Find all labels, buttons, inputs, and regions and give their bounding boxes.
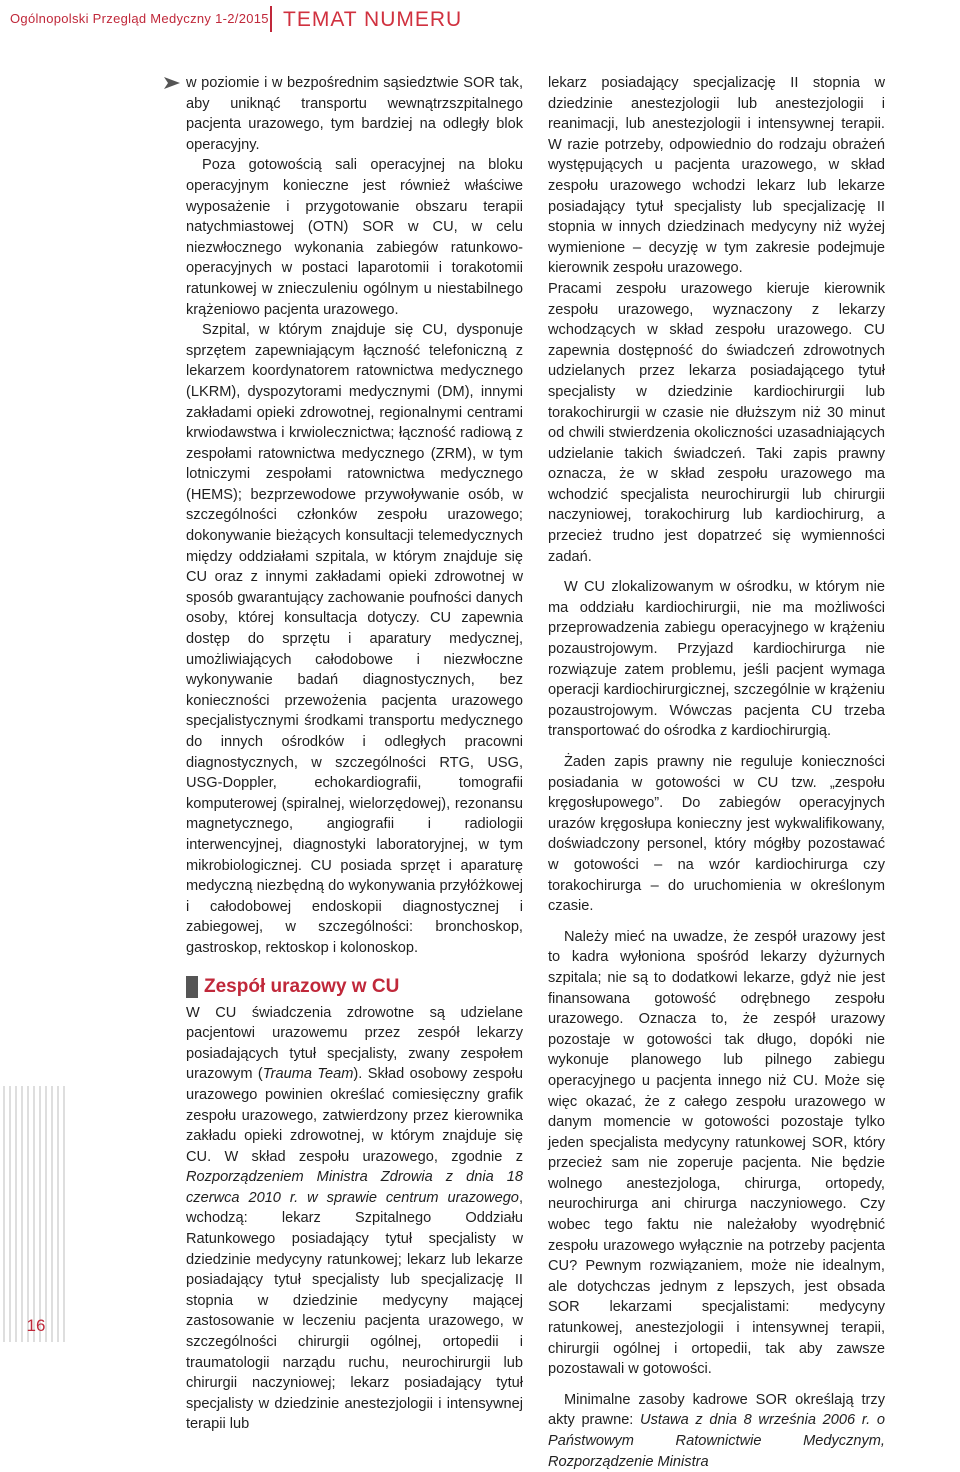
left-column (186, 73, 523, 1435)
p4-text-c: , wchodzą: lekarz Szpitalnego Oddziału Ratunkowego posiadający tytuł specjalisty w dziedzinie medycyny ratunkowej; lekarz lub lekarze posiadający tytuł specjalisty lub specjalizację II stopnia w dziedzinie medycyny mającej zastosowanie w leczeniu pacjenta urazowego, w szczególności chirurgii ogólnej, ortopedii i traumatologii narządu ruchu, neurochirurgii lub chirurgii naczyniowej; lekarz posiadający tytuł specjalisty w dziedzinie anestezjologii i intensywnej terapii lub (186, 1189, 523, 1433)
page-number: 16 (26, 1316, 46, 1335)
right-paragraph-5: Należy mieć na uwadze, że zespół urazowy jest to kadra wyłoniona spośród lekarzy dyżurnych szpitala; nie są to dodatkowi lekarze, gdyż nie jest finansowana gotowość odrębnego zespołu urazowego. Oznacza to, że zespół urazowy pozostaje w gotowości tak długo, dopóki nie wykonuje planowego lub pilnego zabiegu operacyjnego u pacjenta innego niż CU. Może się więc okazać, że z całego zespołu urazowego w danym momencie w gotowości pozostaje tylko jeden specjalista medycyny ratunkowej SOR, który przecież sam nie zoperuje pacjenta. Nie będzie wolnego anestezjologa, chirurga, ortopedy, neurochirurga ani chirurga naczyniowego. Czy wobec tego faktu nie należałoby wyodrębnić zespołu urazowego wyłącznie na potrzeby pacjenta CU? Pewnym rozwiązaniem, może nie idealnym, ale dotychczas jednym z lepszych, jest obsada SOR lekarzami specjalistami: medycyny ratunkowej, anestezjologii i intensywnej terapii, chirurgii ogólnej i ortopedii, tak aby zawsze pozostawali w gotowości. (548, 928, 885, 1378)
left-paragraph-3: Szpital, w którym znajduje się CU, dysponuje sprzętem zapewniającym łączność telefoniczną z lekarzem koordynatorem ratownictwa medycznego (LKRM), dyspozytorami medycznymi (DM), innymi zakładami opieki zdrowotnej, regionalnymi centrami krwiodawstwa i krwiolecznictwa; łączność radiową z zespołami ratownictwa medycznego (ZRM), w tym lotniczymi zespołami ratownictwa medycznego (HEMS); bezprzewodowe przywoływanie osób, w szczególności członków zespołu urazowego; dokonywanie bieżących konsultacji telemedycznych między oddziałami szpitala, w którym znajduje się CU oraz z innymi zakładami opieki zdrowotnej w sposób gwarantujący zachowanie poufności danych osoby, której konsultacja dotyczy. CU zapewnia dostęp do sprzętu i aparatury medycznej, umożliwiających całodobowe i niezwłoczne wykonywanie badań diagnostycznych, bez konieczności przewożenia pacjenta urazowego specjalistycznymi środkami transportu medycznego do innych ośrodków i odległych pracowni diagnostycznych, w szczególności RTG, USG, USG-Doppler, echokardiografii, tomografii komputerowej (spiralnej, wielorzędowej), rezonansu magnetycznego, angiografii i radiologii interwencyjnej, diagnostyki laboratoryjnej, w tym mikrobiologicznej. CU posiada sprzęt i aparaturę medyczną niezbędną do wykonywania przyłóżkowej i całodobowej endoskopii diagnostycznej i zabiegowej, w szczególności: bronchoskop, gastroskop, rektoskop i kolonoskop. (186, 322, 523, 956)
header-divider (270, 6, 272, 32)
right-column (548, 73, 885, 1472)
p4-text-a: W CU świadczenia zdrowotne są udzielane pacjentowi urazowemu przez zespół lekarzy posiadających tytuł specjalisty, zwany zespołem urazowym ( (186, 1004, 523, 1083)
right-paragraph-3: W CU zlokalizowanym w ośrodku, w którym nie ma oddziału kardiochirurgii, nie ma możliwości przeprowadzenia zabiegu operacyjnego w krążeniu pozaustrojowym. Przyjazd kardiochirurga nie rozwiązuje zatem problemu, jeśli pacjent wymaga operacji kardiochirurgicznej, szczególnie w krążeniu pozaustrojowym. Wówczas pacjenta CU trzeba transportować do ośrodka z kardiochirurgią. (548, 579, 885, 740)
section-title: TEMAT NUMERU (283, 8, 463, 31)
page-header (0, 0, 960, 46)
section-heading: Zespół urazowy w CU (204, 975, 400, 997)
right-paragraph-4: Żaden zapis prawny nie reguluje konieczności posiadania w gotowości w CU tzw. „zespołu kręgosłupowego”. Do zabiegów operacyjnych urazów kręgosłupa konieczny jest wykwalifikowany, doświadczony personel, który mógłby pozostawać w gotowości – na wzór kardiochirurga czy torakochirurga – do uruchomienia w określonym czasie. (548, 754, 885, 915)
left-paragraph-4 (186, 1003, 523, 1435)
left-paragraph-2: Poza gotowością sali operacyjnej na bloku operacyjnym konieczne jest również właściwe wyposażenie i przygotowanie obszaru terapii natychmiastowej (OTN) SOR w CU, w celu niezwłocznego wykonania zabiegów ratunkowo-operacyjnych w postaci laparotomii i torakotomii ratunkowej w znieczuleniu ogólnym u niestabilnego krążeniowo pacjenta urazowego. (186, 157, 523, 318)
heading-marker (186, 976, 198, 998)
margin-stripes (0, 1086, 72, 1342)
continue-arrow-icon (162, 75, 182, 91)
p6-italic-acts: Ustawa z dnia 8 września 2006 r. o Państwowym Ratownictwie Medycznym, Rozporządzenie Ministra (548, 1412, 885, 1470)
p6-text-a: Minimalne zasoby kadrowe SOR określają trzy akty prawne: (548, 1391, 885, 1429)
p4-italic-trauma-team: Trauma Team (262, 1066, 354, 1083)
p4-italic-regulation: Rozporządzeniem Ministra Zdrowia z dnia 18 czerwca 2010 r. w sprawie centrum urazowego (186, 1169, 523, 1206)
p4-text-b: ). Skład osobowy zespołu urazowego powinien określać comiesięczny grafik zespołu urazowego, zatwierdzony przez kierownika zakładu opieki zdrowotnej, w którym znajduje się CU. W skład zespołu urazowego, zgodnie z (186, 1066, 523, 1165)
right-paragraph-2: Pracami zespołu urazowego kieruje kierownik zespołu urazowego, wyznaczony z lekarzy wchodzących w skład zespołu urazowego. CU zapewnia dostępność do świadczeń zdrowotnych udzielanych przez lekarza posiadającego tytuł specjalisty w dziedzinie kardiochirurgii lub torakochirurgii w czasie nie dłuższym niż 30 minut od chwili stwierdzenia okoliczności uzasadniających udzielanie takich świadczeń. Taki zapis prawny oznacza, że w skład zespołu urazowego ma wchodzić specjalista neurochirurgii lub chirurgii naczyniowej, torakochirurg lub kardiochirurg, a przecież trudno jest dopatrzeć się wymienności zadań. (548, 280, 885, 565)
left-paragraph-1: w poziomie i w bezpośrednim sąsiedztwie SOR tak, aby uniknąć transportu wewnątrzszpitalnego pacjenta urazowego, tym bardziej na odległy blok operacyjny. (186, 75, 523, 153)
journal-title: Ogólnopolski Przegląd Medyczny 1-2/2015 (10, 11, 269, 26)
right-paragraph-1: lekarz posiadający specjalizację II stopnia w dziedzinie anestezjologii lub anestezjologii i reanimacji, lub anestezjologii i intensywnej terapii. W razie potrzeby, odpowiednio do rodzaju obrażeń występujących u pacjenta urazowego, w skład zespołu urazowego wchodzi lekarz lub lekarze posiadający tytuł specjalisty lub specjalizację II stopnia w innych dziedzinach medycyny niż wyżej wymienione – decyzję w tym zakresie podejmuje kierownik zespołu urazowego. (548, 75, 885, 277)
right-paragraph-6 (548, 1390, 885, 1472)
section-heading-row (186, 973, 523, 1001)
left-margin-bar (0, 1086, 72, 1342)
